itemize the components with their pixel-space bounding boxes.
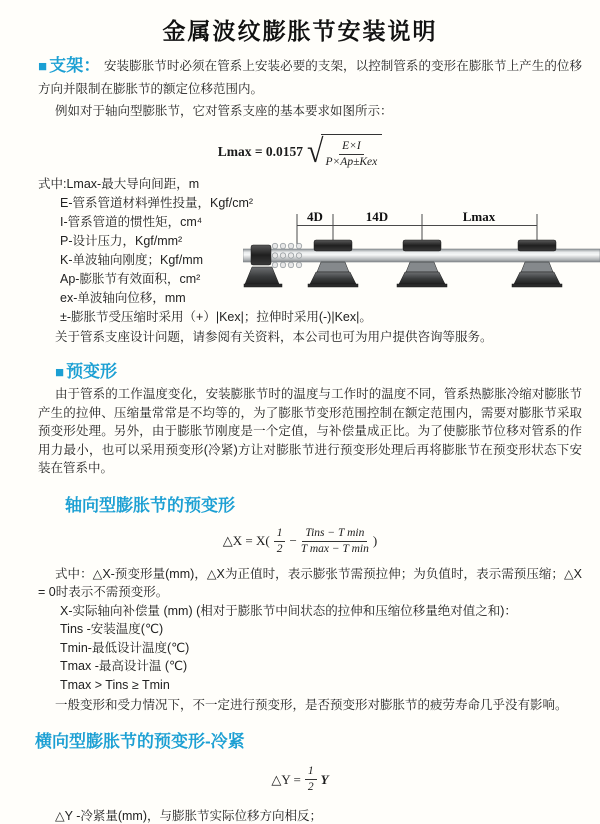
square-bullet-icon: ■ [55, 364, 65, 381]
lateral-formula-lhs: △Y = [271, 771, 301, 787]
definition-item: X-实际轴向补偿量 (mm) (相对于膨胀节中间状态的拉伸和压缩位移量绝对值之和)： [60, 603, 517, 618]
definition-item: I-管系管道的惯性矩，cm⁴ [60, 215, 203, 229]
lmax-formula [0, 134, 600, 169]
half-numerator: 1 [274, 527, 286, 542]
definition-item: P-设计压力，Kgf/mm² [60, 234, 183, 248]
definition-item: Tmin-最低设计温度(℃) [60, 640, 190, 655]
lateral-formula-rhs: Y [320, 771, 329, 787]
definition-item: 式中:Lmax-最大导向间距，m [38, 177, 200, 191]
predeform-body-text: 由于管系的工作温度变化，安装膨胀节时的温度与工作时的温度不同，管系热膨胀冷缩对膨胀节产生的拉伸、压缩量常常是不均等的，为了膨胀节变形范围控制在额定范围内，需要对膨胀节采取预变形处理。另外，由于膨胀节刚度是一个定值，与补偿量成正比。为了使膨胀节位移对管系的作用力最小，也可以采用预变形(冷紧)方让对膨胀节进行预变形处理后再将膨胀节在预变形状态下安装在管系中。 [38, 387, 582, 475]
support-heading-label: 支架： [49, 56, 101, 75]
axial-formula [0, 527, 600, 556]
definition-item: Tmax > Tins ≥ Tmin [60, 677, 170, 692]
half-denominator: 2 [307, 781, 314, 793]
temperature-definition-list [60, 603, 600, 695]
lmax-formula-lhs: Lmax = 0.0157 [217, 143, 304, 159]
guide-support [397, 240, 447, 287]
definitions-and-diagram [0, 175, 600, 347]
guide-support [512, 240, 562, 287]
close-paren: ) [372, 533, 378, 548]
support-note-text: 关于管系支座设计问题，请参阅有关资料，本公司也可为用户提供咨询等服务。 [55, 330, 493, 344]
minus-operator: − [289, 533, 297, 548]
definition-item: Tmax -最高设计温 (℃) [60, 659, 188, 673]
support-intro-text: 安装膨胀节时必须在管系上安装必要的支架，以控制管系的变形在膨胀节上产生的位移方向并限制在膨胀节的额定位移范围内。 [38, 59, 582, 96]
support-section-heading [38, 56, 100, 75]
temperature-fraction [301, 527, 369, 556]
temp-fraction-numerator: Tins − T min [302, 527, 367, 542]
definition-item: ex-单波轴向位移，mm [60, 291, 186, 305]
axial-note-text: 式中：△X-预变形量(mm)，△X为正值时，表示膨张节需预拉伸；为负值时，表示需预压缩；△X = 0时表示不需预变形。 [38, 566, 582, 599]
support-example-text: 例如对于轴向型膨胀节，它对管系支座的基本要求如图所示： [55, 104, 393, 118]
half-fraction [305, 765, 317, 794]
definition-item: E-管系管道材料弹性投量，Kgf/cm² [60, 196, 254, 210]
page-title: 金属波纹膨胀节安装说明 [162, 18, 438, 44]
lateral-note-text: △Y -冷紧量(mm)，与膨胀节实际位移方向相反； [55, 809, 323, 823]
dim-label-4d: 4D [307, 209, 323, 224]
guide-support [308, 240, 358, 287]
temp-fraction-denominator: T max − T min [300, 542, 369, 555]
lmax-fraction-numerator: E×I [339, 140, 364, 155]
sqrt-expression [307, 134, 382, 169]
definition-item: Tins -安装温度(℃) [60, 622, 164, 636]
radicand [321, 134, 383, 169]
half-numerator: 1 [305, 765, 317, 780]
definition-item: Ap-膨胀节有效面积，cm² [60, 272, 201, 286]
definition-item: ±-膨胀节受压缩时采用（+）|Kex|；拉伸时采用(-)|Kex|。 [60, 310, 372, 324]
support-paragraph [38, 55, 582, 100]
dim-label-14d: 14D [365, 209, 389, 224]
half-denominator: 2 [276, 542, 283, 555]
pipe-support-diagram [243, 205, 600, 301]
lateral-formula [0, 765, 600, 794]
predeform-section-heading [55, 357, 600, 382]
lmax-fraction [326, 140, 378, 169]
axial-formula-lhs: △X = X( [222, 533, 270, 548]
predeform-heading-label: 预变形 [66, 362, 118, 381]
definition-item: K-单波轴向刚度；Kgf/mm [60, 253, 204, 267]
lmax-fraction-denominator: P×Ap±Kex [325, 156, 378, 168]
square-bullet-icon: ■ [38, 58, 48, 75]
dim-label-lmax: Lmax [462, 209, 496, 224]
lateral-subsection-heading: 横向型膨胀节的预变形-冷紧 [35, 732, 245, 751]
half-fraction [274, 527, 286, 556]
radical-sign-icon: √ [307, 132, 324, 170]
axial-subsection-heading: 轴向型膨胀节的预变形 [65, 495, 235, 515]
axial-remark-text: 一般变形和受力情况下，不一定进行预变形，是否预变形对膨胀节的疲劳寿命几乎没有影响。 [55, 698, 568, 712]
